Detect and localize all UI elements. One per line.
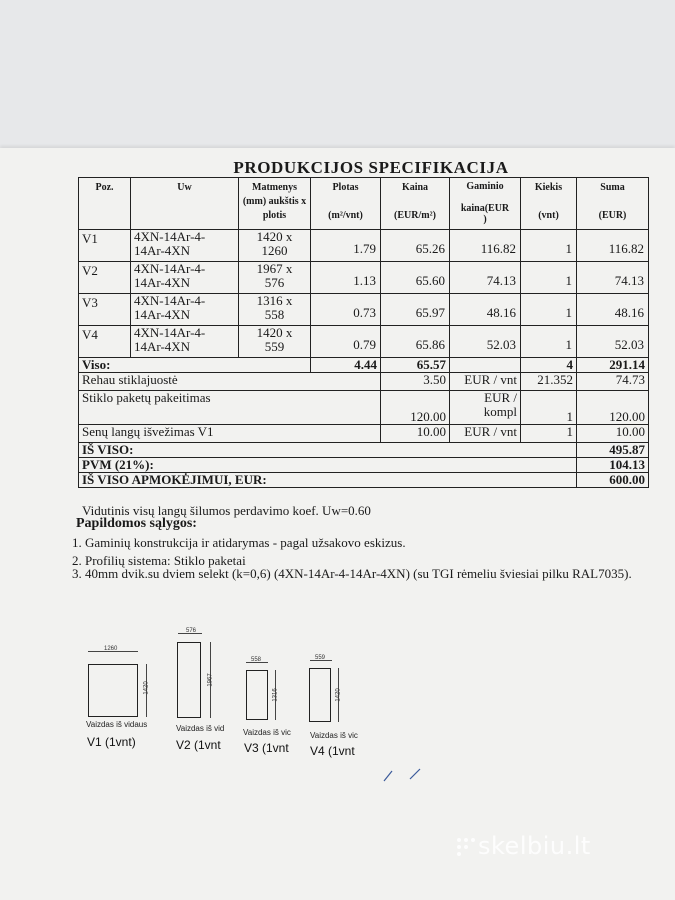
extra-sum: 120.00 [577, 391, 649, 425]
cell-dim [239, 230, 311, 262]
dim-height: 1316 x [256, 293, 293, 308]
is-viso-label: IŠ VISO: [79, 443, 577, 458]
v3-width: 558 [251, 657, 262, 663]
v4-caption: V4 (1vnt [310, 744, 355, 758]
conditions-title: Papildomos sąlygos: [76, 516, 197, 531]
cell-plotas: 0.73 [311, 294, 381, 326]
extra-price: 120.00 [381, 391, 450, 425]
extra-label: Stiklo paketų pakeitimas [79, 391, 381, 425]
v2-height: 1967 [207, 673, 214, 687]
cell-poz: V4 [79, 326, 131, 358]
v1-width: 1260 [104, 646, 118, 652]
table-row [79, 294, 649, 326]
dim-width: 558 [264, 307, 285, 322]
pvm-label: PVM (21%): [79, 458, 577, 473]
cell-uw: 4XN-14Ar-4-14Ar-4XN [131, 326, 239, 358]
extra-row [79, 391, 649, 425]
condition-item: 3. 40mm dvik.su dviem selekt (k=0,6) (4XN-14Ar-4-14Ar-4XN) (su TGI rėmeliu šviesiai pilku RAL7035). [72, 566, 632, 581]
extra-sum: 10.00 [577, 425, 649, 443]
table-row [79, 230, 649, 262]
cell-uw: 4XN-14Ar-4-14Ar-4XN [131, 230, 239, 262]
table-row [79, 326, 649, 358]
cell-suma: 52.03 [577, 326, 649, 358]
cell-gaminio: 48.16 [450, 294, 521, 326]
v4-view: Vaizdas iš vic [310, 731, 358, 740]
cell-dim [239, 294, 311, 326]
watermark-logo [455, 836, 477, 858]
extra-qty: 1 [521, 391, 577, 425]
table-row [79, 262, 649, 294]
cell-uw: 4XN-14Ar-4-14Ar-4XN [131, 294, 239, 326]
dim-width: 1260 [261, 243, 288, 258]
total-label: IŠ VISO APMOKĖJIMUI, EUR: [79, 473, 577, 488]
table-header [79, 178, 649, 230]
v4-width: 559 [315, 655, 326, 661]
col-poz: Poz. [79, 178, 131, 230]
v3-height: 1316 [272, 688, 279, 702]
col-kiekis: Kiekis (vnt) [521, 178, 577, 230]
uw-note: Vidutinis visų langų šilumos perdavimo koef. Uw=0.60 [82, 503, 371, 518]
viso-kiekis: 4 [521, 358, 577, 373]
extra-unit: EUR / kompl [450, 391, 521, 425]
col-matmenys: Matmenys (mm) aukštis x plotis [239, 178, 311, 230]
v1-view: Vaizdas iš vidaus [86, 720, 148, 729]
cell-kiekis: 1 [521, 294, 577, 326]
cell-kaina: 65.26 [381, 230, 450, 262]
viso-row [79, 358, 649, 373]
extra-price: 3.50 [381, 373, 450, 391]
cell-gaminio: 74.13 [450, 262, 521, 294]
total-value: 600.00 [577, 473, 649, 488]
v2-width: 576 [186, 628, 197, 634]
condition-item: 2. Profilių sistema: Stiklo paketai [72, 553, 246, 568]
extra-unit: EUR / vnt [450, 425, 521, 443]
extra-label: Rehau stiklajuostė [79, 373, 381, 391]
viso-suma: 291.14 [577, 358, 649, 373]
col-suma: Suma (EUR) [577, 178, 649, 230]
dim-width: 559 [264, 339, 285, 354]
cell-kaina: 65.86 [381, 326, 450, 358]
extra-row [79, 425, 649, 443]
col-uw: Uw [131, 178, 239, 230]
page-title: PRODUKCIJOS SPECIFIKACIJA [233, 158, 509, 177]
cell-gaminio: 116.82 [450, 230, 521, 262]
cell-dim [239, 262, 311, 294]
dim-height: 1420 x [256, 325, 293, 340]
cell-kiekis: 1 [521, 262, 577, 294]
cell-poz: V3 [79, 294, 131, 326]
extra-qty: 21.352 [521, 373, 577, 391]
cell-poz: V1 [79, 230, 131, 262]
extra-label: Senų langų išvežimas V1 [79, 425, 381, 443]
cell-kiekis: 1 [521, 326, 577, 358]
is-viso-value: 495.87 [577, 443, 649, 458]
extra-price: 10.00 [381, 425, 450, 443]
cell-suma: 74.13 [577, 262, 649, 294]
extra-qty: 1 [521, 425, 577, 443]
pvm-value: 104.13 [577, 458, 649, 473]
dim-height: 1420 x [256, 229, 293, 244]
total-row [79, 473, 649, 488]
pen-mark [380, 765, 430, 785]
cell-kaina: 65.97 [381, 294, 450, 326]
v2-view: Vaizdas iš vid [176, 724, 225, 733]
v1-height: 1420 [143, 681, 150, 695]
dim-width: 576 [264, 275, 285, 290]
v2-caption: V2 (1vnt [176, 738, 221, 752]
v3-caption: V3 (1vnt [244, 741, 289, 755]
cell-poz: V2 [79, 262, 131, 294]
condition-item: 1. Gaminių konstrukcija ir atidarymas - pagal užsakovo eskizus. [72, 535, 406, 550]
col-gaminio: Gaminio kaina(EUR ) [450, 178, 521, 230]
cell-suma: 48.16 [577, 294, 649, 326]
is-viso-row [79, 443, 649, 458]
cell-plotas: 1.79 [311, 230, 381, 262]
cell-plotas: 0.79 [311, 326, 381, 358]
viso-label: Viso: [79, 358, 311, 373]
pvm-row [79, 458, 649, 473]
viso-empty [450, 358, 521, 373]
col-kaina: Kaina (EUR/m²) [381, 178, 450, 230]
extra-row [79, 373, 649, 391]
spec-table [78, 177, 649, 488]
watermark-text: skelbiu.lt [478, 832, 591, 860]
extra-unit: EUR / vnt [450, 373, 521, 391]
extra-sum: 74.73 [577, 373, 649, 391]
cell-plotas: 1.13 [311, 262, 381, 294]
cell-dim [239, 326, 311, 358]
v1-caption: V1 (1vnt) [87, 735, 136, 749]
v4-height: 1420 [335, 688, 342, 702]
cell-suma: 116.82 [577, 230, 649, 262]
cell-kiekis: 1 [521, 230, 577, 262]
col-plotas: Plotas (m²/vnt) [311, 178, 381, 230]
cell-kaina: 65.60 [381, 262, 450, 294]
v3-view: Vaizdas iš vic [243, 728, 291, 737]
cell-uw: 4XN-14Ar-4-14Ar-4XN [131, 262, 239, 294]
cell-gaminio: 52.03 [450, 326, 521, 358]
dim-height: 1967 x [256, 261, 293, 276]
viso-kaina: 65.57 [381, 358, 450, 373]
viso-plotas: 4.44 [311, 358, 381, 373]
